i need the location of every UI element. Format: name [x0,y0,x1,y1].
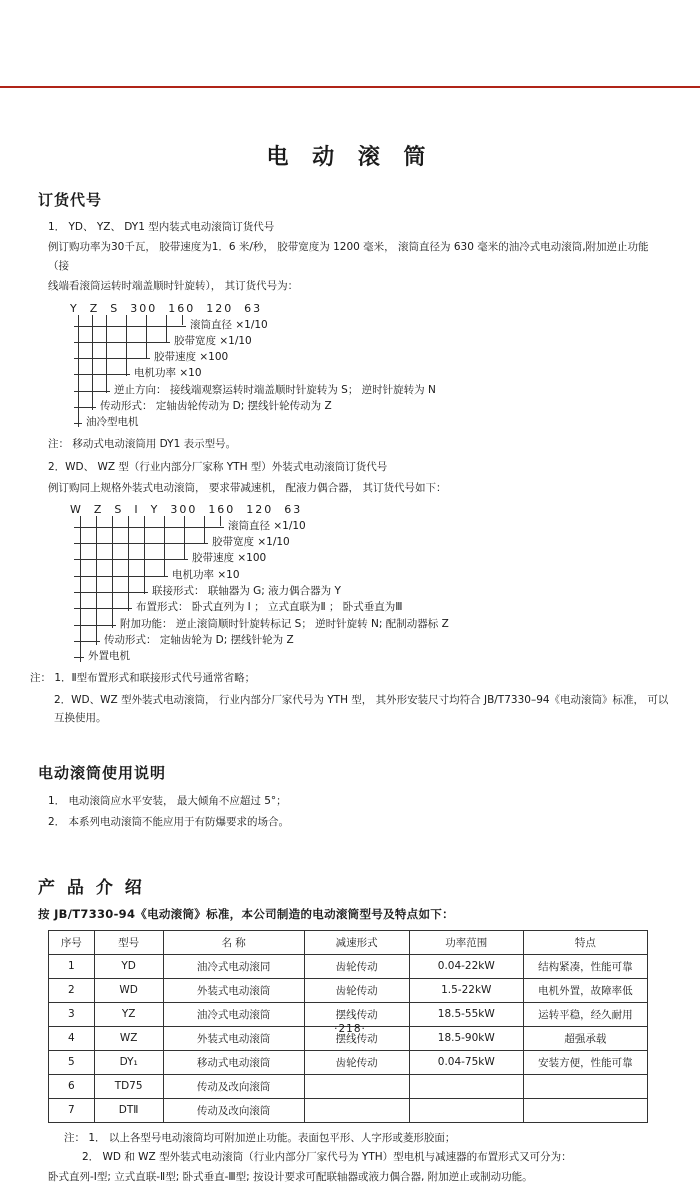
table-cell: DY₁ [94,1050,163,1074]
legend-text: 传动形式： 定轴齿轮为 D; 摆线针轮为 Z [104,633,294,646]
table-cell: YZ [94,1002,163,1026]
table-header-cell: 型号 [94,930,163,954]
section-heading-products: 产 品 介 绍 [38,877,145,898]
table-header-cell: 特点 [523,930,647,954]
table-cell: 齿轮传动 [304,954,409,978]
table-cell: 1 [49,954,95,978]
legend-text: 外置电机 [88,650,130,663]
legend-row [74,616,670,632]
table-cell: TD75 [94,1074,163,1098]
legend-text: 布置形式： 卧式直列为 I ； 立式直联为Ⅱ ； 卧式垂直为Ⅲ [136,601,403,614]
table-row [49,978,648,1002]
table-cell: 齿轮传动 [304,1050,409,1074]
legend-row [74,382,670,398]
table-cell: 移动式电动滚筒 [163,1050,304,1074]
table-cell [409,1074,523,1098]
section-heading-instructions: 电动滚筒使用说明 [38,763,167,782]
table-cell: 18.5-55kW [409,1002,523,1026]
order-code-final-note-2: 2．WD、WZ 型外装式电动滚筒， 行业内部分厂家代号为 YTH 型， 其外形安装尺寸均符合 JB/T7330–94《电动滚筒》标准， 可以互换使用。 [54,694,669,725]
legend-row [74,599,670,615]
order-code-string-1: Y Z S 300 160 120 63 [70,301,263,315]
table-cell: 传动及改向滚筒 [163,1098,304,1122]
order-code-item2-desc: 例订购同上规格外装式电动滚筒， 要求带减速机， 配液力偶合器， 其订货代号如下： [48,481,447,494]
order-code-item1-label: 1． YD、 YZ、 DY1 型内装式电动滚筒订货代号 [48,221,275,233]
table-cell: DTⅡ [94,1098,163,1122]
product-table-note-3: 卧式直列-Ⅰ型; 立式直联-Ⅱ型; 卧式垂直-Ⅲ型; 按设计要求可配联轴器或液力偶合器, 附加逆止或制动功能。 [48,1170,533,1183]
table-cell: 电机外置，故障率低 [523,978,647,1002]
legend-text: 胶带宽度 ×1/10 [212,536,290,549]
legend-text: 电机功率 ×10 [134,367,202,380]
table-cell: 外装式电动滚筒 [163,1026,304,1050]
table-cell [523,1074,647,1098]
table-cell: 摆线传动 [304,1026,409,1050]
table-header-cell: 减速形式 [304,930,409,954]
legend-text: 电机功率 ×10 [172,568,240,581]
table-row [49,954,648,978]
table-cell [409,1098,523,1122]
table-cell [304,1098,409,1122]
table-header-cell: 序号 [49,930,95,954]
order-code-item1-desc: 例订购功率为30千瓦， 胶带速度为1．6 米/秒， 胶带宽度为 1200 毫米， 滚筒直径为 630 毫米的油冷式电动滚筒,附加逆止功能 （接 [48,241,649,272]
legend-row [74,349,670,365]
legend-text: 胶带宽度 ×1/10 [174,334,252,347]
table-header-row [49,930,648,954]
products-intro: 按 JB/T7330-94《电动滚筒》标准，本公司制造的电动滚筒型号及特点如下： [38,906,454,921]
legend-text: 滚筒直径 ×1/10 [228,519,306,532]
table-cell: 4 [49,1026,95,1050]
legend-text: 联接形式： 联轴器为 G; 液力偶合器为 Y [152,585,341,598]
product-table-note-1: 注： 1． 以上各型号电动滚筒均可附加逆止功能。表面包平形、人字形或菱形胶面； [64,1131,456,1144]
legend-text: 逆止方向： 接线端观察运转时端盖顺时针旋转为 S； 逆时针旋转为 N [114,383,436,396]
page-title: 电 动 滚 筒 [266,145,434,170]
order-code-item1-desc2: 线端看滚筒运转时端盖顺时针旋转）， 其订货代号为： [48,280,299,293]
top-rule-divider [0,86,700,88]
instruction-item: 2． 本系列电动滚筒不能应用于有防爆要求的场合。 [48,815,290,828]
order-code-final-note-1: 注： 1．Ⅱ型布置形式和联接形式代号通常省略； [30,672,256,685]
table-cell: 18.5-90kW [409,1026,523,1050]
order-code-diagram-2 [70,503,670,664]
legend-text: 附加功能： 逆止滚筒顺时针旋转标记 S； 逆时针旋转 N; 配制动器标 Z [120,617,449,630]
table-cell: 7 [49,1098,95,1122]
table-row [49,1098,648,1122]
table-row [49,1050,648,1074]
order-code-legend-1 [70,317,670,431]
table-cell: 3 [49,1002,95,1026]
table-cell: 安装方便，性能可靠 [523,1050,647,1074]
legend-text: 油冷型电机 [86,416,139,429]
order-code-string-2: W Z S I Y 300 160 120 63 [70,502,303,516]
legend-row [74,317,670,333]
table-header-cell: 功率范围 [409,930,523,954]
table-cell: 外装式电动滚筒 [163,978,304,1002]
table-cell: 齿轮传动 [304,978,409,1002]
legend-row [74,648,670,664]
instruction-item: 1． 电动滚筒应水平安装， 最大倾角不应超过 5°； [48,794,287,807]
order-code-legend-2 [70,518,670,664]
product-table-note-2: 2． WD 和 WZ 型外装式电动滚筒（行业内部分厂家代号为 YTH）型电机与减速器的布置形式又可分为： [82,1151,572,1164]
table-cell: 油冷式电动滚筒 [163,1002,304,1026]
table-row [49,1074,648,1098]
order-code-note-1: 注： 移动式电动滚筒用 DY1 表示型号。 [48,438,237,451]
section-heading-order-code: 订货代号 [38,191,103,209]
table-cell: 超强承载 [523,1026,647,1050]
legend-text: 传动形式： 定轴齿轮传动为 D; 摆线针轮传动为 Z [100,399,332,412]
table-cell: 传动及改向滚筒 [163,1074,304,1098]
table-cell: 油冷式电动滚同 [163,954,304,978]
table-cell: 6 [49,1074,95,1098]
table-cell [523,1098,647,1122]
table-cell: WD [94,978,163,1002]
table-cell: 1.5-22kW [409,978,523,1002]
table-cell: 5 [49,1050,95,1074]
legend-row [74,583,670,599]
order-code-item2-label: 2．WD、 WZ 型（行业内部分厂家称 YTH 型）外装式电动滚筒订货代号 [48,461,388,474]
legend-row [74,365,670,381]
page-number: ·218· [334,1023,366,1035]
legend-row [74,414,670,430]
table-cell [304,1074,409,1098]
legend-row [74,398,670,414]
table-cell: 摆线传动 [304,1002,409,1026]
table-cell: 2 [49,978,95,1002]
legend-row [74,333,670,349]
table-header-cell: 名 称 [163,930,304,954]
legend-row [74,632,670,648]
table-cell: 结构紧凑，性能可靠 [523,954,647,978]
table-cell: 0.04-22kW [409,954,523,978]
table-cell: 运转平稳，经久耐用 [523,1002,647,1026]
legend-text: 胶带速度 ×100 [154,351,229,364]
order-code-diagram-1 [70,302,670,431]
legend-text: 滚筒直径 ×1/10 [190,318,268,331]
table-cell: 0.04-75kW [409,1050,523,1074]
table-cell: WZ [94,1026,163,1050]
table-cell: YD [94,954,163,978]
legend-text: 胶带速度 ×100 [192,552,267,565]
